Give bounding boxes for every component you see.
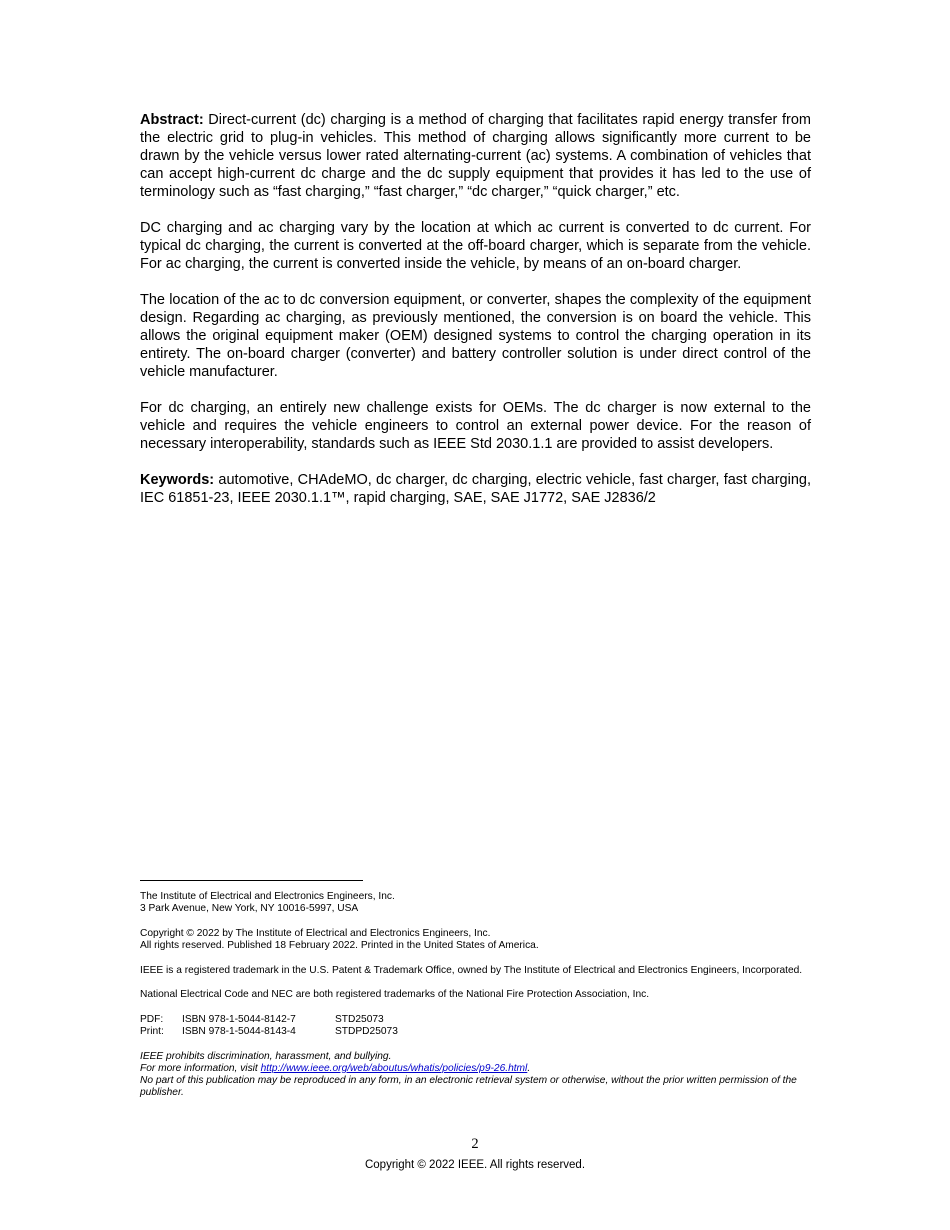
keywords-label: Keywords:: [140, 472, 215, 488]
isbn-format: PDF:: [140, 1013, 164, 1025]
isbn-code: STDPD25073: [335, 1025, 398, 1037]
more-info-prefix: For more information, visit: [140, 1062, 261, 1074]
more-info-suffix: .: [527, 1062, 531, 1074]
isbn-format: Print:: [140, 1025, 164, 1037]
abstract-paragraph-2: DC charging and ac charging vary by the location at which ac current is converted to dc current. For typical dc charging, the current is converted at the off-board charger, which is separate from the vehicle. For ac charging, the current is converted inside the vehicle, by means of an on-board charger.: [140, 220, 811, 272]
reproduction-notice: No part of this publication may be reproduced in any form, in an electronic retrieval system or otherwise, without the prior written permission of the publisher.: [140, 1074, 797, 1099]
abstract-label: Abstract:: [140, 112, 204, 128]
page-number: 2: [471, 1136, 479, 1152]
publisher-address: 3 Park Avenue, New York, NY 10016-5997, USA: [140, 903, 359, 915]
isbn-row-print: [140, 1026, 398, 1038]
ieee-trademark: IEEE is a registered trademark in the U.S. Patent & Trademark Office, owned by The Institute of Electrical and Electronics Engineers, Incorporated.: [140, 964, 803, 976]
isbn-number: ISBN 978-1-5044-8142-7: [182, 1013, 296, 1025]
page-footer: Copyright © 2022 IEEE. All rights reserved.: [364, 1159, 586, 1171]
abstract-text: Direct-current (dc) charging is a method of charging that facilitates rapid energy transfer from the electric grid to plug-in vehicles. This method of charging allows significantly more current to be drawn by the vehicle versus lower rated alternating-current (ac) systems. A combination of vehicles that can accept high-current dc charge and the dc supply equipment that provides it has led to the use of terminology such as “fast charging,” “fast charger,” “dc charger,” “quick charger,” etc.: [140, 112, 811, 200]
footnote-divider: [140, 880, 363, 881]
nec-trademark: National Electrical Code and NEC are both registered trademarks of the National Fire Protection Association, Inc.: [140, 989, 650, 1001]
more-info-line: [140, 1063, 812, 1075]
isbn-code: STD25073: [335, 1013, 384, 1025]
policy-block: [140, 1051, 812, 1100]
policy-link[interactable]: http://www.ieee.org/web/aboutus/whatis/policies/p9-26.html: [260, 1062, 528, 1074]
publisher-name: The Institute of Electrical and Electronics Engineers, Inc.: [140, 891, 395, 902]
isbn-row-pdf: [140, 1014, 398, 1026]
isbn-number: ISBN 978-1-5044-8143-4: [182, 1025, 296, 1037]
keywords-paragraph: [140, 471, 811, 507]
copyright-block: [140, 928, 812, 952]
isbn-table: [140, 1014, 398, 1038]
rights-line: All rights reserved. Published 18 February 2022. Printed in the United States of America.: [140, 940, 539, 951]
abstract-paragraph-3: The location of the ac to dc conversion equipment, or converter, shapes the complexity of the equipment design. Regarding ac charging, as previously mentioned, the conversion is on board the vehicle. This allows the original equipment maker (OEM) designed systems to control the charging operation in its entirety. The on-board charger (converter) and battery controller solution is under direct control of the vehicle manufacturer.: [140, 292, 811, 380]
abstract-paragraph: [140, 111, 811, 201]
publisher-block: [140, 891, 812, 915]
copyright-line: Copyright © 2022 by The Institute of Electrical and Electronics Engineers, Inc.: [140, 927, 491, 939]
keywords-text: automotive, CHAdeMO, dc charger, dc charging, electric vehicle, fast charger, fast charging, IEC 61851-23, IEEE 2030.1.1™, rapid charging, SAE, SAE J1772, SAE J2836/2: [140, 472, 811, 506]
legal-notice: [140, 891, 812, 1099]
prohibition-notice: IEEE prohibits discrimination, harassment, and bullying.: [140, 1050, 392, 1062]
abstract-paragraph-4: For dc charging, an entirely new challenge exists for OEMs. The dc charger is now external to the vehicle and requires the vehicle engineers to control an external power device. For the reason of necessary interoperability, standards such as IEEE Std 2030.1.1 are provided to assist developers.: [140, 400, 811, 452]
document-body: [140, 111, 811, 525]
